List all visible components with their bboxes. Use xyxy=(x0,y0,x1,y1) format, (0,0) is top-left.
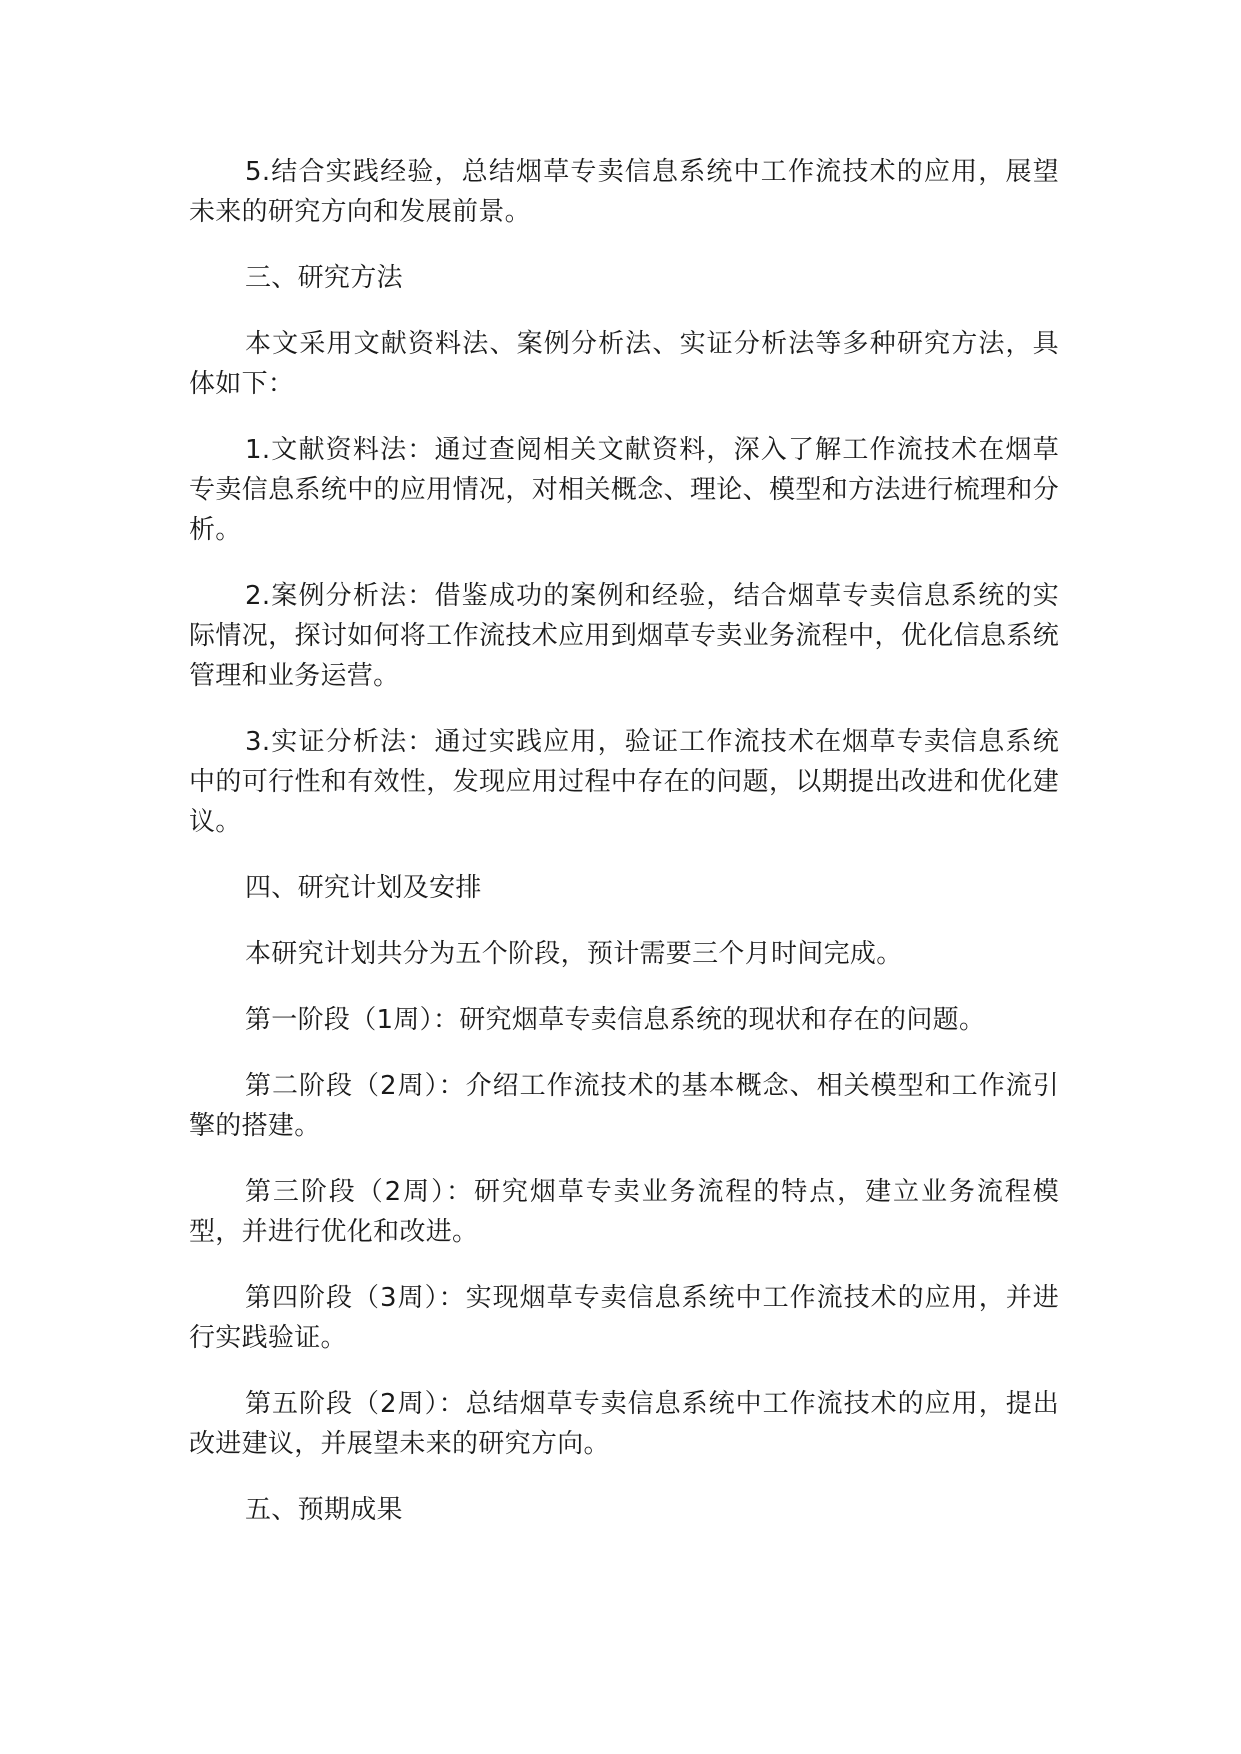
paragraph-method-empirical: 3.实证分析法：通过实践应用，验证工作流技术在烟草专卖信息系统中的可行性和有效性，发现应用过程中存在的问题，以期提出改进和优化建议。 xyxy=(189,727,1059,837)
paragraph-phase-1: 第一阶段（1周）：研究烟草专卖信息系统的现状和存在的问题。 xyxy=(245,1005,986,1035)
paragraph-methods-intro: 本文采用文献资料法、案例分析法、实证分析法等多种研究方法，具体如下： xyxy=(189,329,1059,399)
section-heading-expected-outcomes: 五、预期成果 xyxy=(245,1495,403,1525)
paragraph-phase-4: 第四阶段（3周）：实现烟草专卖信息系统中工作流技术的应用，并进行实践验证。 xyxy=(189,1283,1059,1353)
document-body xyxy=(189,152,1059,1530)
paragraph-plan-intro: 本研究计划共分为五个阶段，预计需要三个月时间完成。 xyxy=(245,939,903,969)
paragraph-method-case-study: 2.案例分析法：借鉴成功的案例和经验，结合烟草专卖信息系统的实际情况，探讨如何将工作流技术应用到烟草专卖业务流程中，优化信息系统管理和业务运营。 xyxy=(189,581,1059,691)
paragraph-phase-2: 第二阶段（2周）：介绍工作流技术的基本概念、相关模型和工作流引擎的搭建。 xyxy=(189,1071,1059,1141)
paragraph-conclusion-point-5: 5.结合实践经验，总结烟草专卖信息系统中工作流技术的应用，展望未来的研究方向和发展前景。 xyxy=(189,157,1059,227)
paragraph-phase-3: 第三阶段（2周）：研究烟草专卖业务流程的特点，建立业务流程模型，并进行优化和改进。 xyxy=(189,1177,1059,1247)
section-heading-research-plan: 四、研究计划及安排 xyxy=(245,873,482,903)
section-heading-research-methods: 三、研究方法 xyxy=(245,263,403,293)
paragraph-phase-5: 第五阶段（2周）：总结烟草专卖信息系统中工作流技术的应用，提出改进建议，并展望未来的研究方向。 xyxy=(189,1389,1059,1459)
paragraph-method-literature: 1.文献资料法：通过查阅相关文献资料，深入了解工作流技术在烟草专卖信息系统中的应用情况，对相关概念、理论、模型和方法进行梳理和分析。 xyxy=(189,435,1059,545)
